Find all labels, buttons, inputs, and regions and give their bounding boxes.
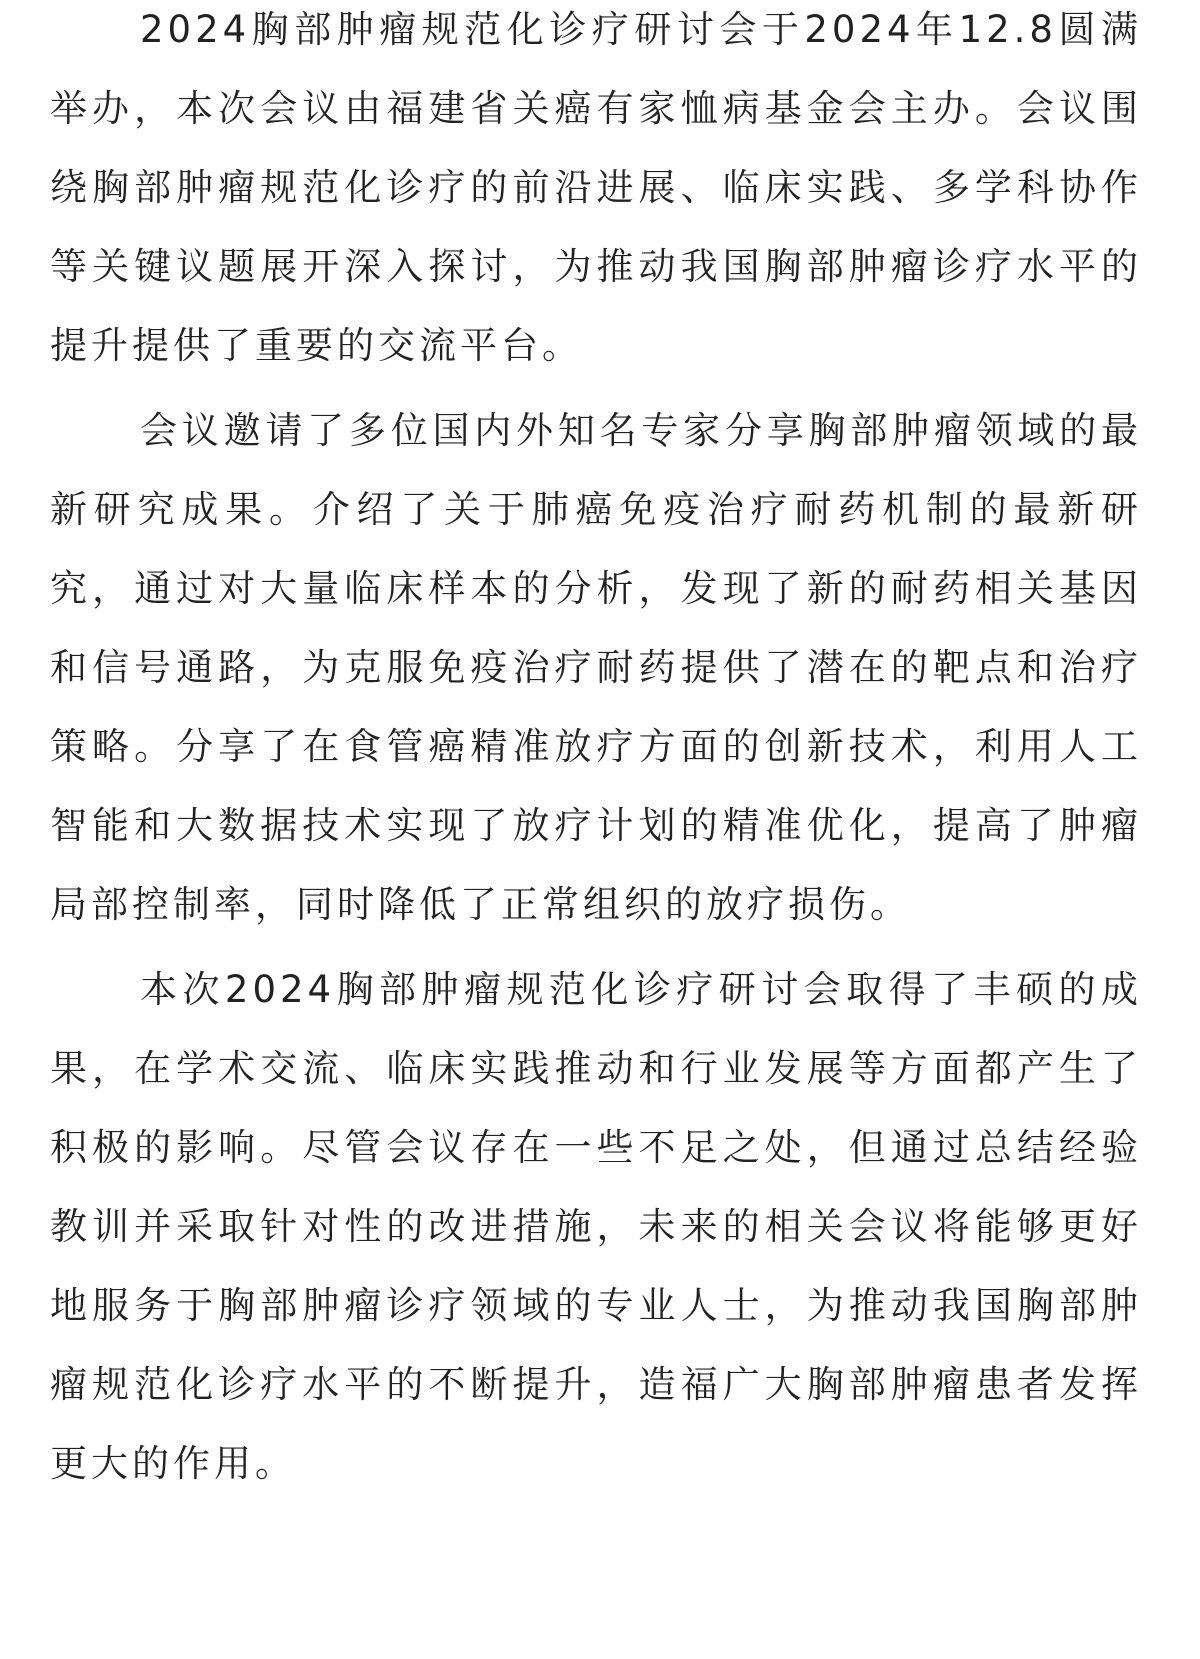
paragraph-1: 2024胸部肿瘤规范化诊疗研讨会于2024年12.8圆满举办，本次会议由福建省关癌有家恤病基金会主办。会议围绕胸部肿瘤规范化诊疗的前沿进展、临床实践、多学科协作等关键议题展开深入探讨，为推动我国胸部肿瘤诊疗水平的提升提供了重要的交流平台。 [50,8,1142,367]
article-body [50,0,1142,1503]
paragraph-3: 本次2024胸部肿瘤规范化诊疗研讨会取得了丰硕的成果，在学术交流、临床实践推动和行业发展等方面都产生了积极的影响。尽管会议存在一些不足之处，但通过总结经验教训并采取针对性的改进措施，未来的相关会议将能够更好地服务于胸部肿瘤诊疗领域的专业人士，为推动我国胸部肿瘤规范化诊疗水平的不断提升，造福广大胸部肿瘤患者发挥更大的作用。 [50,968,1142,1485]
paragraph-2: 会议邀请了多位国内外知名专家分享胸部肿瘤领域的最新研究成果。介绍了关于肺癌免疫治疗耐药机制的最新研究，通过对大量临床样本的分析，发现了新的耐药相关基因和信号通路，为克服免疫治疗耐药提供了潜在的靶点和治疗策略。分享了在食管癌精准放疗方面的创新技术，利用人工智能和大数据技术实现了放疗计划的精准优化，提高了肿瘤局部控制率，同时降低了正常组织的放疗损伤。 [50,409,1142,926]
